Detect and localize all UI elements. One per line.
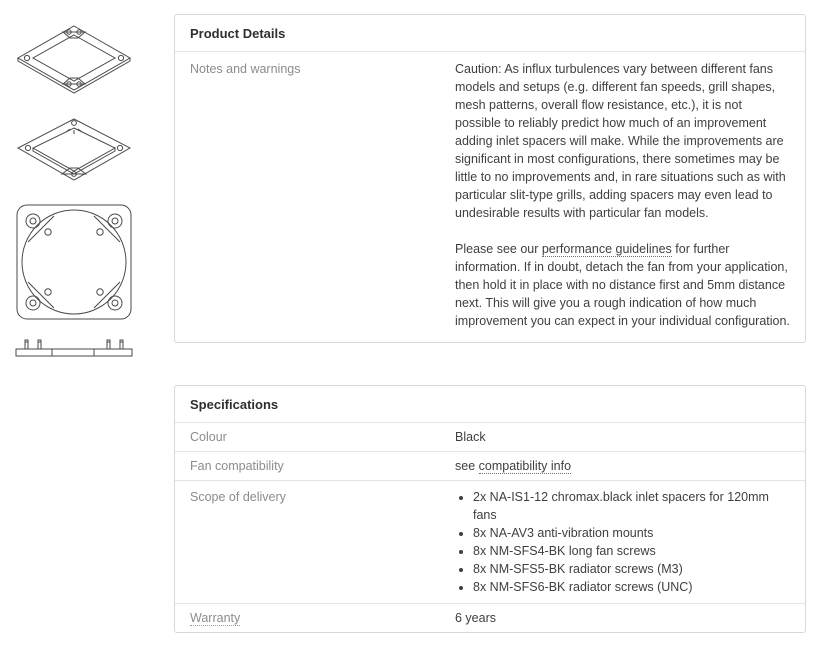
fan-compatibility-value bbox=[455, 457, 790, 475]
fan-compatibility-value-prefix: see bbox=[455, 459, 479, 473]
spacer-isometric-bottom-view-drawing-icon bbox=[14, 114, 134, 186]
guidelines-paragraph-before-link: Please see our bbox=[455, 242, 542, 256]
notes-and-warnings-label: Notes and warnings bbox=[190, 62, 301, 76]
scope-item: • 2x NA-IS1-12 chromax.black inlet spacers for 120mm fans bbox=[473, 488, 790, 524]
colour-label: Colour bbox=[190, 430, 227, 444]
product-info-column bbox=[174, 14, 806, 633]
specifications-title: Specifications bbox=[175, 386, 805, 423]
notes-and-warnings-row bbox=[175, 52, 805, 342]
warranty-label bbox=[190, 609, 455, 627]
spec-row-fan-compatibility bbox=[175, 451, 805, 480]
scope-item: • 8x NM-SFS5-BK radiator screws (M3) bbox=[473, 560, 790, 578]
product-thumbnail-front-view[interactable] bbox=[14, 202, 134, 322]
spacer-side-profile-drawing-icon bbox=[14, 336, 134, 358]
spacer-isometric-top-view-drawing-icon bbox=[14, 22, 134, 94]
spec-row-scope-of-delivery bbox=[175, 480, 805, 603]
product-details-card bbox=[174, 14, 806, 343]
notes-and-warnings-value bbox=[455, 60, 790, 330]
product-thumbnail-side-profile[interactable] bbox=[14, 336, 134, 358]
product-image-gallery bbox=[14, 22, 136, 358]
colour-value: Black bbox=[455, 430, 486, 444]
product-thumbnail-isometric-top[interactable] bbox=[14, 22, 134, 94]
scope-of-delivery-list bbox=[455, 488, 790, 596]
warranty-value: 6 years bbox=[455, 611, 496, 625]
scope-item: • 8x NA-AV3 anti-vibration mounts bbox=[473, 524, 790, 542]
specifications-card bbox=[174, 385, 806, 633]
product-details-title: Product Details bbox=[175, 15, 805, 52]
fan-compatibility-label: Fan compatibility bbox=[190, 459, 284, 473]
scope-item: • 8x NM-SFS6-BK radiator screws (UNC) bbox=[473, 578, 790, 596]
spec-row-colour bbox=[175, 423, 805, 451]
scope-of-delivery-value bbox=[455, 488, 790, 596]
performance-guidelines-link[interactable]: performance guidelines bbox=[541, 242, 672, 256]
guidelines-paragraph bbox=[455, 240, 790, 330]
spec-row-warranty bbox=[175, 603, 805, 632]
guidelines-paragraph-after-link: for further information. If in doubt, detach the fan from your application, then hold it in place with no distance first and 5mm distance next. This will give you a rough indication of how much improvement you can expect in your individual configuration. bbox=[455, 242, 790, 328]
compatibility-info-link[interactable]: compatibility info bbox=[478, 459, 572, 473]
scope-of-delivery-label: Scope of delivery bbox=[190, 490, 286, 504]
spacer-front-view-drawing-icon bbox=[14, 202, 134, 322]
caution-paragraph: Caution: As influx turbulences vary between different fans models and setups (e.g. different fan speeds, grill shapes, mesh patterns, overall flow resistance, etc.), it is not possible to reliably predict how much of an improvement adding inlet spacers will make. While the improvements are significant in most configurations, there sometimes may be little to no improvements and, in rare situations such as with particular slit-type grills, adding spacers may even lead to undesirable results with particular fan models. bbox=[455, 62, 786, 220]
product-thumbnail-isometric-bottom[interactable] bbox=[14, 114, 134, 186]
warranty-tooltip-term[interactable]: Warranty bbox=[190, 611, 241, 625]
scope-item: • 8x NM-SFS4-BK long fan screws bbox=[473, 542, 790, 560]
